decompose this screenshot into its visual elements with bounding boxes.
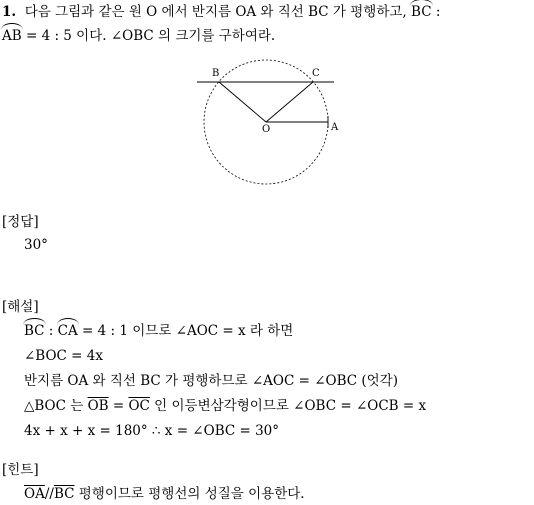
solution-heading: [해설] — [2, 299, 39, 315]
circle-figure — [0, 50, 534, 250]
hint-sep: // — [44, 486, 54, 502]
label-a: A — [331, 122, 339, 133]
solution-line-3: 반지름 OA 와 직선 BC 가 평행하므로 ∠AOC = ∠OBC (엇각) — [24, 373, 398, 389]
label-o: O — [262, 124, 271, 135]
solution-line-2: ∠BOC = 4x — [24, 348, 103, 364]
segment-oc-label: $\overline{OC}$ — [128, 398, 150, 414]
solution-text-4a: △BOC 는 — [24, 398, 88, 414]
segment-oa-label: $\overline{OA}$ — [24, 486, 45, 502]
arc-bc: BC — [411, 4, 432, 20]
hint-heading: [힌트] — [2, 462, 39, 478]
solution-eq: = — [108, 398, 129, 414]
solution-text-1: = 4 : 1 이므로 ∠AOC = x 라 하면 — [77, 323, 294, 339]
arc-ab: AB — [2, 28, 22, 44]
segment-oc — [266, 82, 313, 122]
problem-number: 1. — [2, 4, 17, 20]
label-c: C — [312, 68, 320, 79]
hint-text: 평행이므로 평행선의 성질을 이용한다. — [74, 486, 305, 502]
answer-value: 30° — [24, 237, 48, 253]
solution-line-1 — [24, 322, 293, 340]
segment-ob — [219, 82, 266, 122]
problem-line-2 — [2, 27, 275, 45]
answer-heading: [정답] — [2, 214, 39, 230]
solution-colon: : — [44, 323, 58, 339]
arc-bc-2: BC — [24, 323, 45, 339]
problem-line-1 — [2, 3, 440, 21]
arc-ca: CA — [57, 323, 78, 339]
label-b: B — [212, 68, 220, 79]
hint-line — [24, 485, 305, 503]
solution-text-4b: 인 이등변삼각형이므로 ∠OBC = ∠OCB = x — [149, 398, 427, 414]
problem-text-1: 다음 그림과 같은 원 O 에서 반지름 OA 와 직선 BC 가 평행하고, — [24, 4, 407, 20]
segment-bc-label: $\overline{BC}$ — [53, 486, 75, 502]
problem-text-2: = 4 : 5 이다. ∠OBC 의 크기를 구하여라. — [25, 28, 276, 44]
problem-colon: : — [435, 4, 441, 20]
solution-line-5: 4x + x + x = 180° ∴ x = ∠OBC = 30° — [24, 423, 280, 439]
solution-line-4 — [24, 397, 426, 415]
segment-ob-label: $\overline{OB}$ — [87, 398, 109, 414]
